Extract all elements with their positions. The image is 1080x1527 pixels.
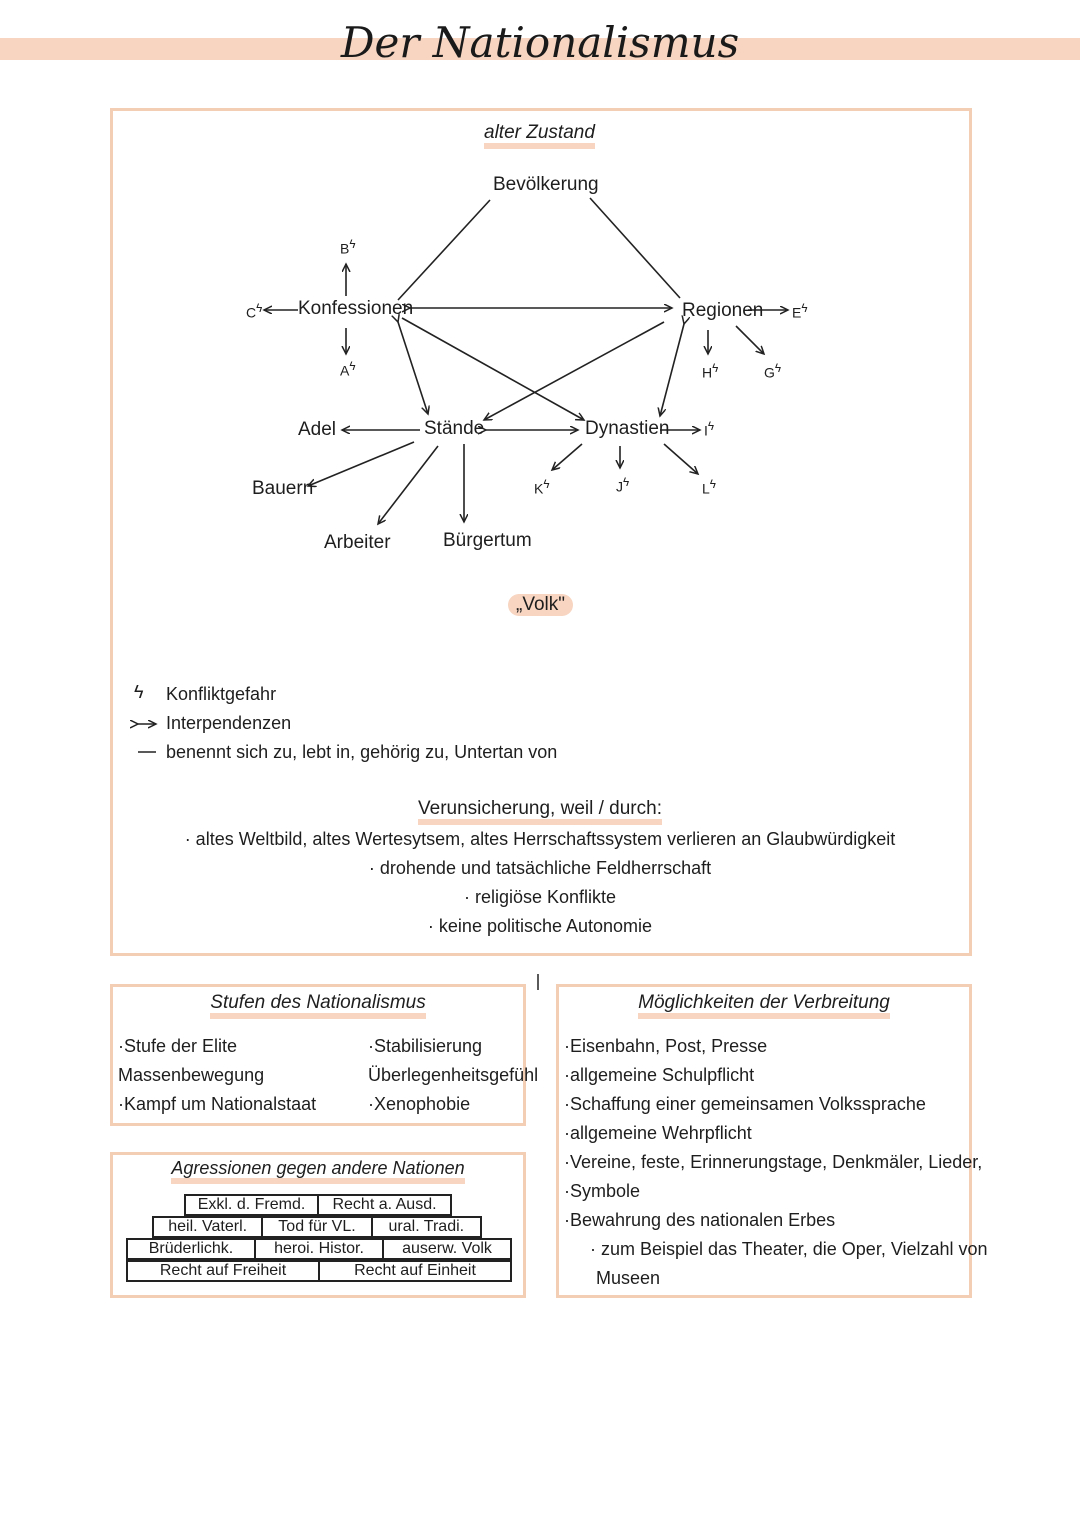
- conflict-icon: ϟ: [712, 362, 719, 375]
- arrow-konf-staende: [398, 322, 428, 414]
- node-h: $H^ϟ$: [702, 362, 719, 381]
- stufen-left-item: ·Kampf um Nationalstaat: [118, 1094, 317, 1114]
- uncertainty-heading: Verunsicherung, weil / durch:: [0, 798, 1080, 820]
- verbreitung-item: ·Vereine, feste, Erinnerungstage, Denkmäler, Lieder,: [564, 1152, 983, 1172]
- line-bev-konf: [398, 200, 490, 300]
- pyramid-cell: Tod für VL.: [263, 1218, 372, 1236]
- verbreitung-item: · zum Beispiel das Theater, die Oper, Vielzahl von: [590, 1239, 988, 1259]
- node-regionen: Regionen: [682, 300, 764, 321]
- uncertainty-item: · religiöse Konflikte: [463, 887, 617, 907]
- pyramid-cell: Exkl. d. Fremd.: [186, 1196, 319, 1214]
- conflict-icon: ϟ: [349, 360, 356, 373]
- conflict-icon: ϟ: [623, 476, 630, 489]
- uncertainty-item: · drohende und tatsächliche Feldherrschaft: [368, 858, 712, 878]
- verbreitung-item: ·Schaffung einer gemeinsamen Volkssprache: [564, 1094, 926, 1114]
- node-buergertum: Bürgertum: [443, 530, 532, 551]
- verbreitung-item: Museen: [596, 1268, 661, 1288]
- node-i: $I^ϟ$: [704, 420, 715, 439]
- conflict-icon: ϟ: [256, 302, 263, 315]
- verbreitung-item: ·allgemeine Schulpflicht: [564, 1065, 755, 1085]
- node-dynastien: Dynastien: [585, 418, 670, 439]
- node-konfessionen: Konfessionen: [298, 298, 414, 319]
- arrow-reg-dyn: [660, 324, 684, 416]
- legend-conflict-text: Konfliktgefahr: [166, 684, 277, 704]
- node-l: $L^ϟ$: [702, 478, 716, 497]
- arrow-dyn-k: [552, 444, 582, 470]
- node-j: $J^ϟ$: [616, 476, 630, 495]
- pyramid-row: [126, 1260, 512, 1282]
- node-e: $E^ϟ$: [792, 302, 808, 321]
- pyramid-cell: ural. Tradi.: [388, 1218, 465, 1235]
- uncertainty-item: · altes Weltbild, altes Wertesytsem, altes Herrschaftssystem verlieren an Glaubwürdigkeit: [184, 829, 896, 849]
- node-bauern: Bauern: [252, 478, 314, 499]
- legend-interdependence-text: Interpendenzen: [166, 713, 292, 733]
- stufen-right-item: Überlegenheitsgefühl: [368, 1065, 539, 1085]
- pyramid-row: [126, 1238, 512, 1260]
- pyramid-cell: auserw. Volk: [402, 1240, 492, 1257]
- verbreitung-item: ·Bewahrung des nationalen Erbes: [564, 1210, 836, 1230]
- arrow-konf-dyn: [402, 318, 584, 420]
- verbreitung-item: ·Symbole: [564, 1181, 641, 1201]
- node-staende: Stände: [424, 418, 485, 439]
- pyramid-cell: Recht auf Freiheit: [128, 1262, 320, 1280]
- stufen-right-item: ·Stabilisierung: [368, 1036, 483, 1056]
- conflict-icon: ϟ: [709, 478, 716, 491]
- node-arbeiter: Arbeiter: [324, 532, 391, 553]
- legend-relation-text: benennt sich zu, lebt in, gehörig zu, Untertan von: [166, 742, 558, 762]
- arrow-dyn-l: [664, 444, 698, 474]
- pyramid-cell: heroi. Histor.: [256, 1240, 384, 1258]
- node-volk: „Volk": [508, 594, 573, 616]
- pyramid-cell: heil. Vaterl.: [154, 1218, 263, 1236]
- arrow-reg-g: [736, 326, 764, 354]
- node-k: $K^ϟ$: [534, 478, 550, 497]
- line-bev-reg: [590, 198, 680, 298]
- verbreitung-item: ·Eisenbahn, Post, Presse: [564, 1036, 768, 1056]
- conflict-icon: ϟ: [543, 478, 550, 491]
- stufen-left-item: ·Stufe der Elite: [118, 1036, 238, 1056]
- verbreitung-title: Möglichkeiten der Verbreitung: [556, 992, 972, 1014]
- node-adel: Adel: [298, 419, 337, 440]
- arrow-staende-bauern: [308, 442, 414, 486]
- pyramid-row: [184, 1194, 452, 1216]
- pyramid-cell: Recht auf Einheit: [354, 1262, 476, 1279]
- node-c: $C^ϟ$: [246, 302, 263, 321]
- conflict-icon: ϟ: [349, 238, 356, 251]
- stufen-title: Stufen des Nationalismus: [110, 992, 526, 1014]
- agressionen-title: Agressionen gegen andere Nationen: [110, 1158, 526, 1179]
- pyramid-row: [152, 1216, 482, 1238]
- stufen-left-item: Massenbewegung: [118, 1065, 265, 1085]
- page-title: Der Nationalismus: [340, 18, 740, 67]
- arrow-reg-staende: [484, 322, 664, 420]
- node-bevoelkerung: Bevölkerung: [493, 174, 599, 195]
- conflict-icon: ϟ: [774, 362, 782, 375]
- conflict-icon: ϟ: [801, 302, 808, 315]
- uncertainty-item: · keine politische Autonomie: [427, 916, 653, 936]
- pyramid-cell: Brüderlichk.: [128, 1240, 256, 1258]
- verbreitung-item: ·allgemeine Wehrpflicht: [564, 1123, 752, 1143]
- legend-conflict-icon: ϟ: [134, 682, 144, 702]
- arrow-staende-arbeiter: [378, 446, 438, 524]
- conflict-icon: ϟ: [707, 420, 715, 433]
- node-b: $B^ϟ$: [340, 238, 356, 257]
- pyramid-cell: Recht a. Ausd.: [332, 1196, 437, 1213]
- node-a: $A^ϟ$: [340, 360, 356, 379]
- node-g: $G^ϟ$: [764, 362, 782, 381]
- stufen-right-item: ·Xenophobie: [368, 1094, 471, 1114]
- diagram-heading: alter Zustand: [484, 123, 595, 149]
